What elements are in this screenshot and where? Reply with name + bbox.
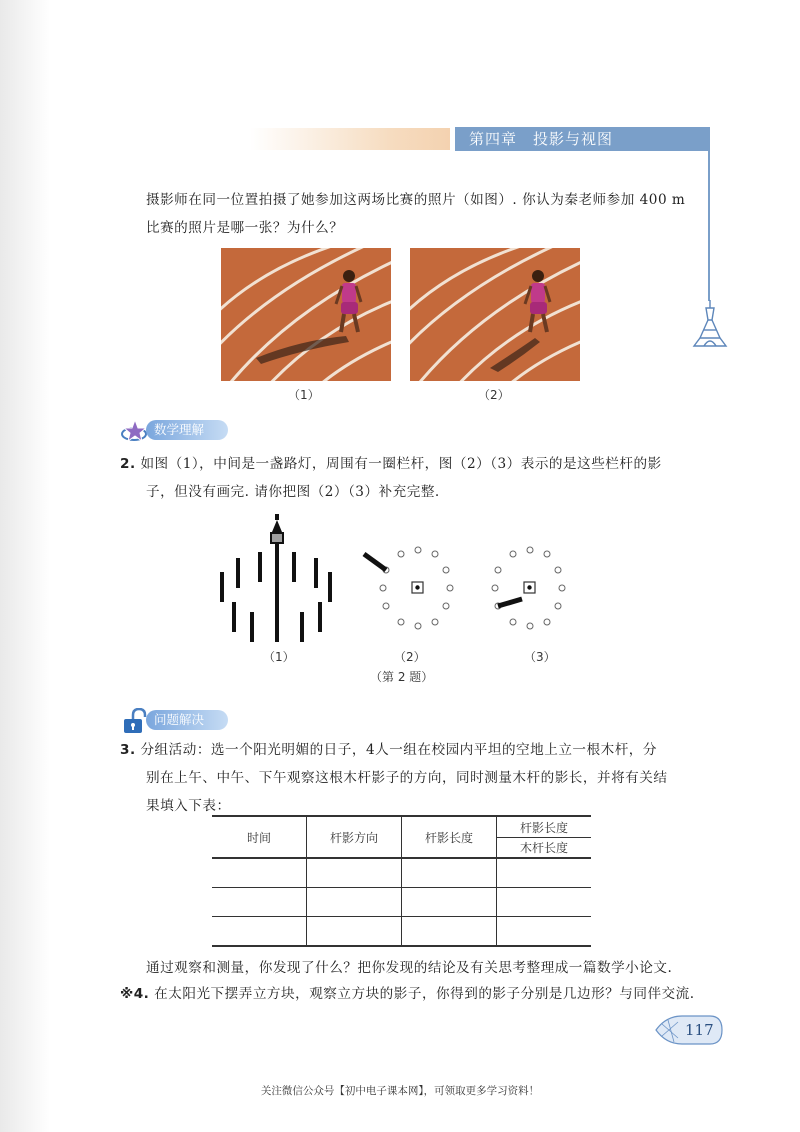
page-number: 117 [685,1021,714,1039]
shadow-figure-3 [486,538,596,638]
table-cell[interactable] [402,888,497,917]
table-cell[interactable] [497,888,592,917]
table-header-direction: 杆影方向 [307,816,402,858]
intro-line-2: 比赛的照片是哪一张？为什么？ [146,220,344,236]
problem-2-line-2: 子，但没有画完. 请你把图（2）（3）补充完整. [146,484,440,500]
lamp-figure [212,512,342,642]
footer-note: 关注微信公众号【初中电子课本网】，可领取更多学习资料！ [260,1085,540,1097]
shadow-figure-2 [356,538,472,638]
page-edge-shade [0,0,50,1132]
problem-3-line-2: 别在上午、中午、下午观察这根木杆影子的方向，同时测量木杆的影长，并将有关结 [146,770,668,786]
section-understand-label: 数学理解 [146,420,228,440]
figure-2-caption: （2） [394,650,426,664]
photo-1-caption: （1） [288,388,320,402]
header-decoration [250,128,450,150]
table-cell[interactable] [497,858,592,888]
problem-2-line-1: 如图（1），中间是一盏路灯，周围有一圈栏杆，图（2）（3）表示的是这些栏杆的影 [140,456,662,472]
table-cell[interactable] [497,917,592,947]
table-cell[interactable] [402,917,497,947]
problem-2-number: 2. [120,456,136,472]
ratio-numerator: 杆影长度 [497,819,591,838]
problem-3-number: 3. [120,742,136,758]
track-photo-1 [221,248,391,381]
table-header-time: 时间 [212,816,307,858]
intro-line-1: 摄影师在同一位置拍摄了她参加这两场比赛的照片（如图）. 你认为秦老师参加 400 m [146,192,686,208]
table-cell[interactable] [402,858,497,888]
problem-4-number: ※4. [120,986,150,1002]
table-header-length: 杆影长度 [402,816,497,858]
problem-3-line-3: 果填入下表： [146,798,231,814]
page-number-badge [652,1010,726,1050]
table-cell[interactable] [212,888,307,917]
track-photo-2 [410,248,580,381]
section-solve-badge [120,708,240,730]
photo-2-caption: （2） [478,388,510,402]
section-understand-badge [120,418,240,440]
figure-1-caption: （1） [263,650,295,664]
table-row [212,858,591,888]
problem-4-text: 在太阳光下摆弄立方块，观察立方块的影子，你得到的影子分别是几边形？与同伴交流. [154,986,695,1002]
table-row [212,917,591,947]
margin-line [708,151,710,301]
observation-table [212,815,591,947]
section-solve-label: 问题解决 [146,710,228,730]
chapter-header: 第四章 投影与视图 [455,127,710,151]
tower-icon [688,298,732,350]
table-cell[interactable] [212,917,307,947]
table-cell[interactable] [307,858,402,888]
conclusion-text: 通过观察和测量，你发现了什么？把你发现的结论及有关思考整理成一篇数学小论文. [146,960,673,976]
ratio-denominator: 木杆长度 [519,840,568,855]
table-cell[interactable] [212,858,307,888]
problem-3-line-1: 分组活动：选一个阳光明媚的日子，4人一组在校园内平坦的空地上立一根木杆，分 [140,742,657,758]
figure-3-caption: （3） [524,650,556,664]
table-row [212,888,591,917]
problem-2-figure-caption: （第 2 题） [370,670,434,684]
table-cell[interactable] [307,888,402,917]
table-header-ratio [497,816,592,858]
table-cell[interactable] [307,917,402,947]
